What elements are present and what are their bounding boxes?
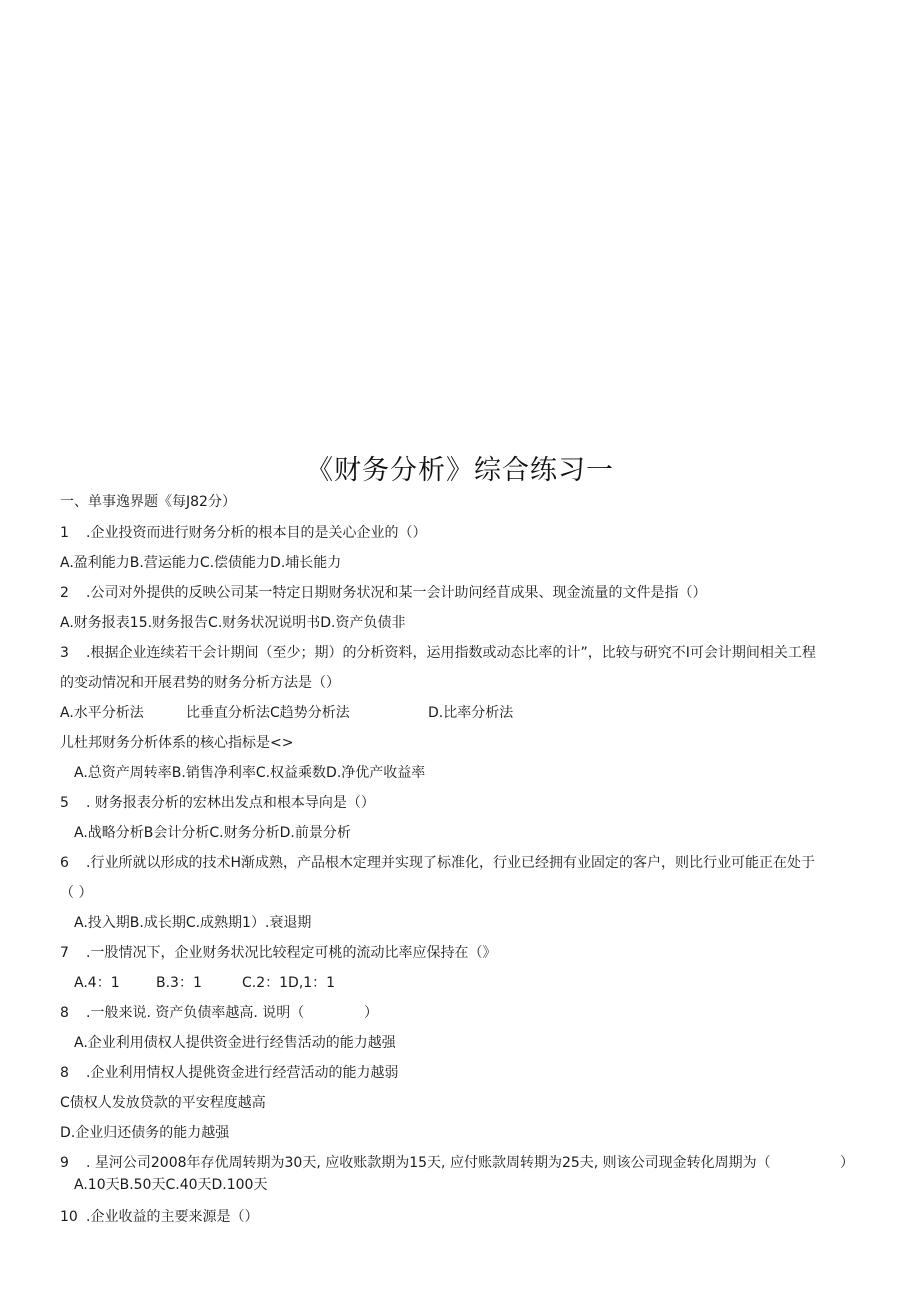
question-1 [60,524,426,542]
option-text: .企业利用情权人提佻资金进行经营活动的能力越弱 [86,1065,399,1081]
question-text: .行业所就以形成的技术H渐成熟，产品根木定理并实现了标准化，行业已经拥有业固定的客户，则比行业可能正在处于 [86,855,815,871]
question-number: 7 [60,945,69,961]
question-text: .一股情况下，企业财务状况比较程定可桃的流动比率应保持在（》 [86,945,497,961]
question-number: 8 [60,1005,69,1021]
question-8-option-c: C债权人发放贷款的平安程度越高 [60,1095,266,1111]
question-8-option-d: D.企业归还债务的能力越强 [60,1125,230,1141]
question-2 [60,584,706,602]
question-7-option-cd: C.2：1D,1：1 [242,975,336,991]
question-number: 10 [60,1209,78,1225]
question-1-options: A.盈利能力B.营运能力C.偿债能力D.埔长能力 [60,555,342,571]
question-number: 6 [60,855,69,871]
question-6-continued: （ ） [60,885,93,901]
question-3 [60,644,816,662]
question-3-option-d: D.比率分析法 [428,705,514,721]
question-3-options [60,704,144,722]
question-8 [60,1004,304,1022]
question-8-option-a: A.企业利用债权人提供资金进行经售活动的能力越强 [74,1035,396,1051]
question-number: 1 [60,525,69,541]
question-5-options: A.战略分析B会计分析C.财务分析D.前景分析 [74,825,351,841]
question-number: 2 [60,585,69,601]
question-8-paren: ） [364,1005,378,1021]
question-9 [60,1154,771,1172]
option-a: A.水平分析法 [60,705,144,721]
question-8-option-b [60,1064,398,1082]
question-2-options: A.财务报表15.财务报告C.财务状况说明书D.资产负债非 [60,615,406,631]
question-5 [60,794,375,812]
question-text: .企业收益的主要来源是（） [86,1209,259,1225]
question-6-options: A.投入期B.成长期C.成熟期1）.衰退期 [74,915,312,931]
question-7-option-b: B.3：1 [156,975,202,991]
question-6 [60,854,815,872]
question-number: 9 [60,1155,69,1171]
question-4-options: A.总资产周转率B.销售净利率C.权益乘数D.净优产收益率 [74,765,426,781]
question-7-option-a: A.4：1 [74,975,120,991]
question-4: 儿杜邦财务分析体系的核心指标是<> [60,735,294,751]
question-text: . 星河公司2008年存优周转期为30天, 应收账款期为15天, 应付账款周转期为25夫, 则该公司现金转化周期为（ [86,1155,771,1171]
question-text: .一般来说. 资产负债率越高. 说明（ [86,1005,305,1021]
question-text: .企业投资而进行财务分析的根本目的是关心企业的（） [86,525,427,541]
question-10 [60,1208,258,1226]
question-3-continued: 的变动情况和开展君势的财务分析方法是（） [60,675,340,691]
question-3-options-bc: 比垂直分析法C趋势分析法 [186,705,350,721]
question-number: 3 [60,645,69,661]
question-7 [60,944,496,962]
question-text: .根据企业连续若干会计期间（至少；期）的分析资料，运用指数或动态比率的计”，比较与研究不I可会计期间相关工程 [86,645,816,661]
question-number: 5 [60,795,69,811]
section-heading: 一、单事逸界题《每J82分） [60,494,236,510]
option-label: 8 [60,1065,69,1081]
document-title: 《财务分析》综合练习一 [306,455,614,486]
question-9-paren: ） [840,1155,854,1171]
question-text: .公司对外提供的反映公司某一特定日期财务状况和某一会计助问经苜成果、现金流量的文件是指（） [86,585,707,601]
question-text: . 财务报表分析的宏林出发点和根本导向是（） [86,795,375,811]
question-9-options: A.10天B.50天C.40天D.100天 [74,1177,268,1193]
